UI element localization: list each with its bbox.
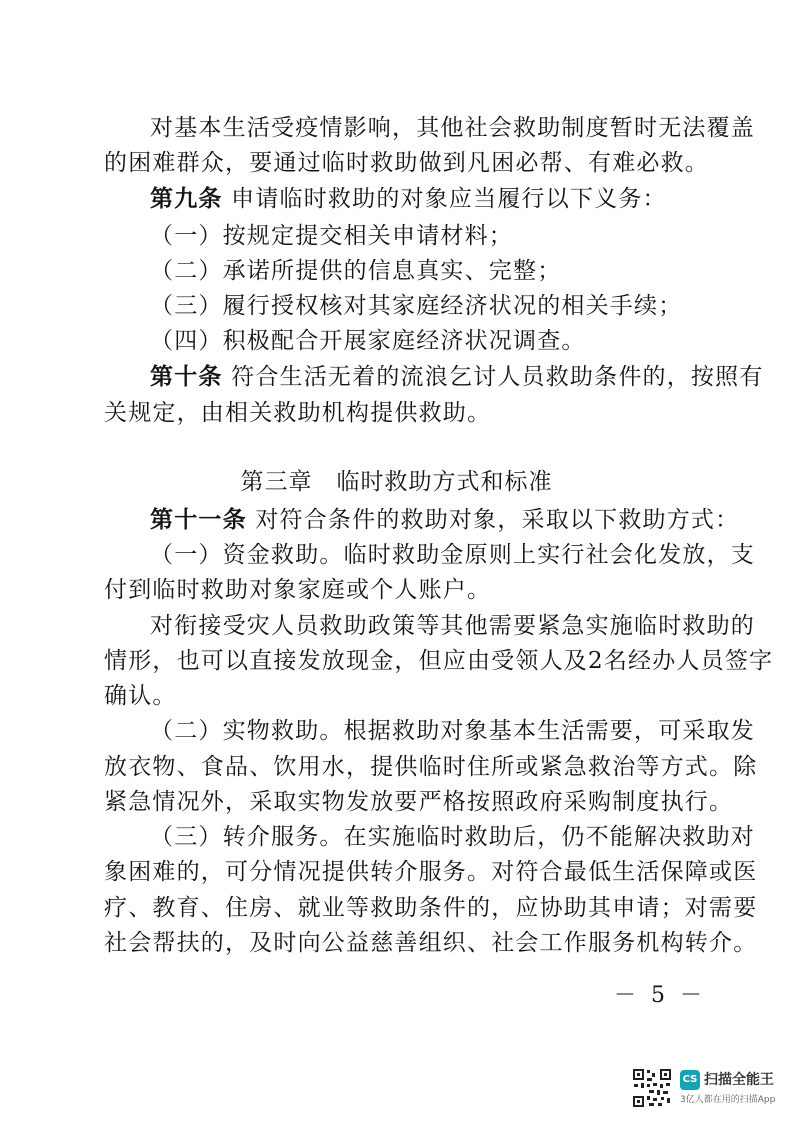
- paragraph-line: 对衔接受灾人员救助政策等其他需要紧急实施临时救助的: [150, 613, 755, 639]
- paragraph-line: 关规定，由相关救助机构提供救助。: [104, 400, 492, 426]
- paragraph-line: 对基本生活受疫情影响，其他社会救助制度暂时无法覆盖: [150, 115, 755, 141]
- article-text: 对符合条件的救助对象，采取以下救助方式：: [255, 507, 740, 533]
- article-11: [150, 505, 739, 535]
- paragraph-line: 紧急情况外，采取实物发放要严格按照政府采购制度执行。: [104, 789, 734, 815]
- list-item: （四）积极配合开展家庭经济状况调查。: [150, 328, 586, 354]
- paragraph-line: 放衣物、食品、饮用水，提供临时住所或紧急救治等方式。除: [104, 754, 758, 780]
- list-item: （一）按规定提交相关申请材料；: [150, 223, 513, 249]
- article-text: 申请临时救助的对象应当履行以下义务：: [231, 186, 667, 212]
- article-label: 第十一条: [150, 507, 247, 533]
- watermark-tagline: 3亿人都在用的扫描App: [680, 1095, 776, 1105]
- watermark-brand: 扫描全能王: [704, 1072, 774, 1088]
- paragraph-line: 的困难群众，要通过临时救助做到凡困必帮、有难必救。: [104, 150, 709, 176]
- page-number: － 5 －: [614, 983, 706, 1008]
- article-9: [150, 184, 667, 214]
- paragraph-line: （三）转介服务。在实施临时救助后，仍不能解决救助对: [150, 824, 755, 850]
- chapter-heading: 第三章 临时救助方式和标准: [240, 469, 553, 495]
- article-text: 符合生活无着的流浪乞讨人员救助条件的，按照有: [231, 364, 764, 390]
- paragraph-line: 情形，也可以直接发放现金，但应由受领人及2名经办人员签字: [104, 648, 774, 674]
- qr-code-icon: [632, 1068, 672, 1108]
- paragraph-line: 付到临时救助对象家庭或个人账户。: [104, 577, 492, 603]
- paragraph-line: 疗、教育、住房、就业等救助条件的，应协助其申请；对需要: [104, 895, 758, 921]
- article-label: 第十条: [150, 364, 223, 390]
- list-item: （三）履行授权核对其家庭经济状况的相关手续；: [150, 293, 683, 319]
- paragraph-line: 象困难的，可分情况提供转介服务。对符合最低生活保障或医: [104, 859, 758, 885]
- paragraph-line: （二）实物救助。根据救助对象基本生活需要，可采取发: [150, 718, 755, 744]
- paragraph-line: 社会帮扶的，及时向公益慈善组织、社会工作服务机构转介。: [104, 930, 758, 956]
- paragraph-line: 确认。: [104, 683, 177, 709]
- article-label: 第九条: [150, 186, 223, 212]
- list-item: （二）承诺所提供的信息真实、完整；: [150, 258, 562, 284]
- article-10: [150, 362, 764, 392]
- paragraph-line: （一）资金救助。临时救助金原则上实行社会化发放，支: [150, 542, 755, 568]
- camscanner-logo-icon: CS: [680, 1070, 700, 1090]
- scanner-watermark: [632, 1068, 782, 1112]
